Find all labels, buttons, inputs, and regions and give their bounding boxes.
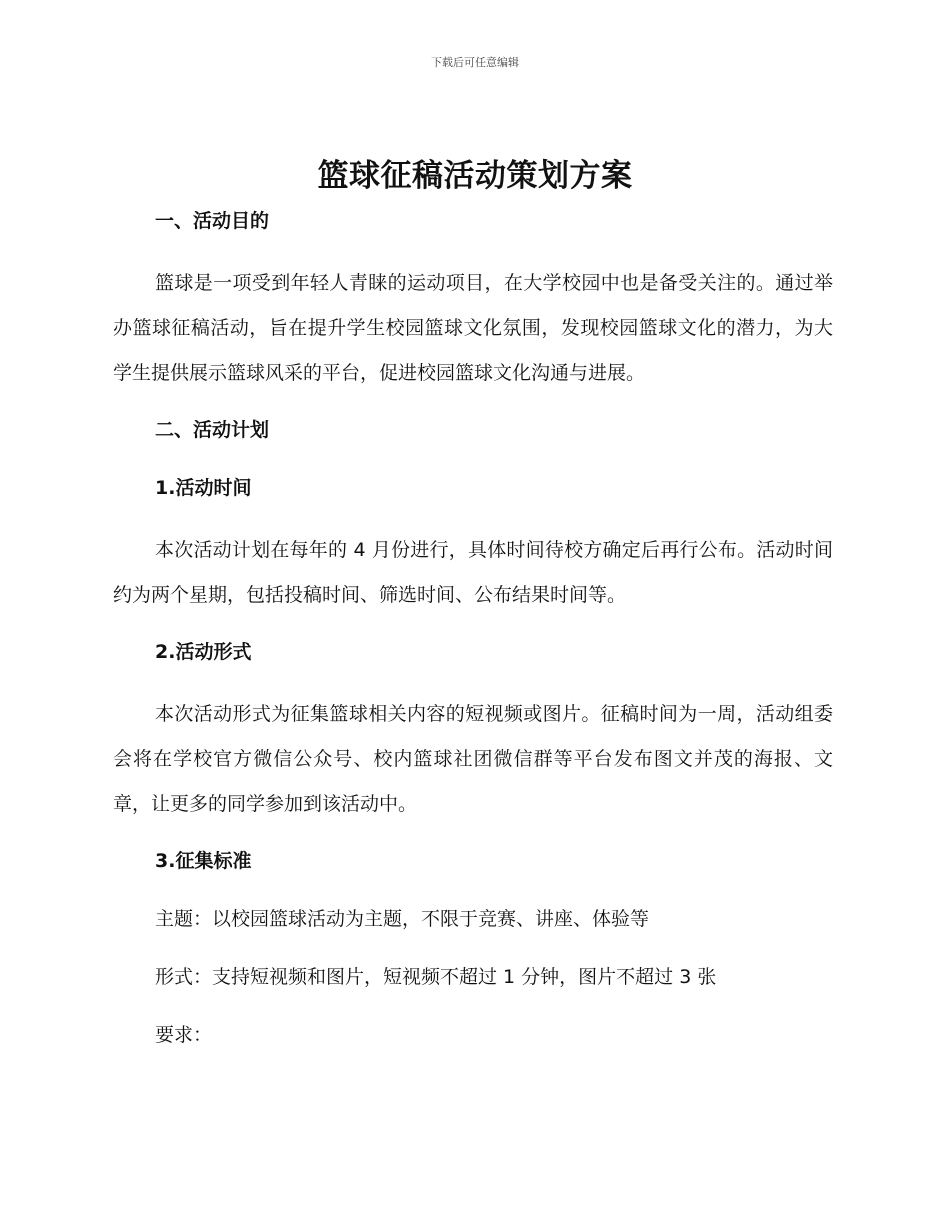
subsection-heading-criteria: 3.征集标准 <box>155 850 252 872</box>
subsection-heading-time: 1.活动时间 <box>155 477 252 499</box>
page-header-note: 下载后可任意编辑 <box>431 56 519 69</box>
criteria-requirements: 要求： <box>155 1024 213 1046</box>
section-heading-plan: 二、活动计划 <box>155 419 270 441</box>
subsection-heading-format: 2.活动形式 <box>155 641 252 663</box>
document-body <box>113 203 833 1053</box>
criteria-theme: 主题：以校园篮球活动为主题，不限于竞赛、讲座、体验等 <box>155 908 650 930</box>
paragraph-purpose: 篮球是一项受到年轻人青睐的运动项目，在大学校园中也是备受关注的。通过举办篮球征稿活动，旨在提升学生校园篮球文化氛围，发现校园篮球文化的潜力，为大学生提供展示篮球风采的平台，促进校园篮球文化沟通与进展。 <box>113 272 833 384</box>
section-heading-purpose: 一、活动目的 <box>155 210 270 232</box>
paragraph-time: 本次活动计划在每年的 4 月份进行，具体时间待校方确定后再行公布。活动时间约为两个星期，包括投稿时间、筛选时间、公布结果时间等。 <box>113 539 833 606</box>
document-title: 篮球征稿活动策划方案 <box>317 158 633 194</box>
criteria-format: 形式：支持短视频和图片，短视频不超过 1 分钟，图片不超过 3 张 <box>155 966 717 988</box>
paragraph-format: 本次活动形式为征集篮球相关内容的短视频或图片。征稿时间为一周，活动组委会将在学校官方微信公众号、校内篮球社团微信群等平台发布图文并茂的海报、文章，让更多的同学参加到该活动中。 <box>113 703 833 815</box>
